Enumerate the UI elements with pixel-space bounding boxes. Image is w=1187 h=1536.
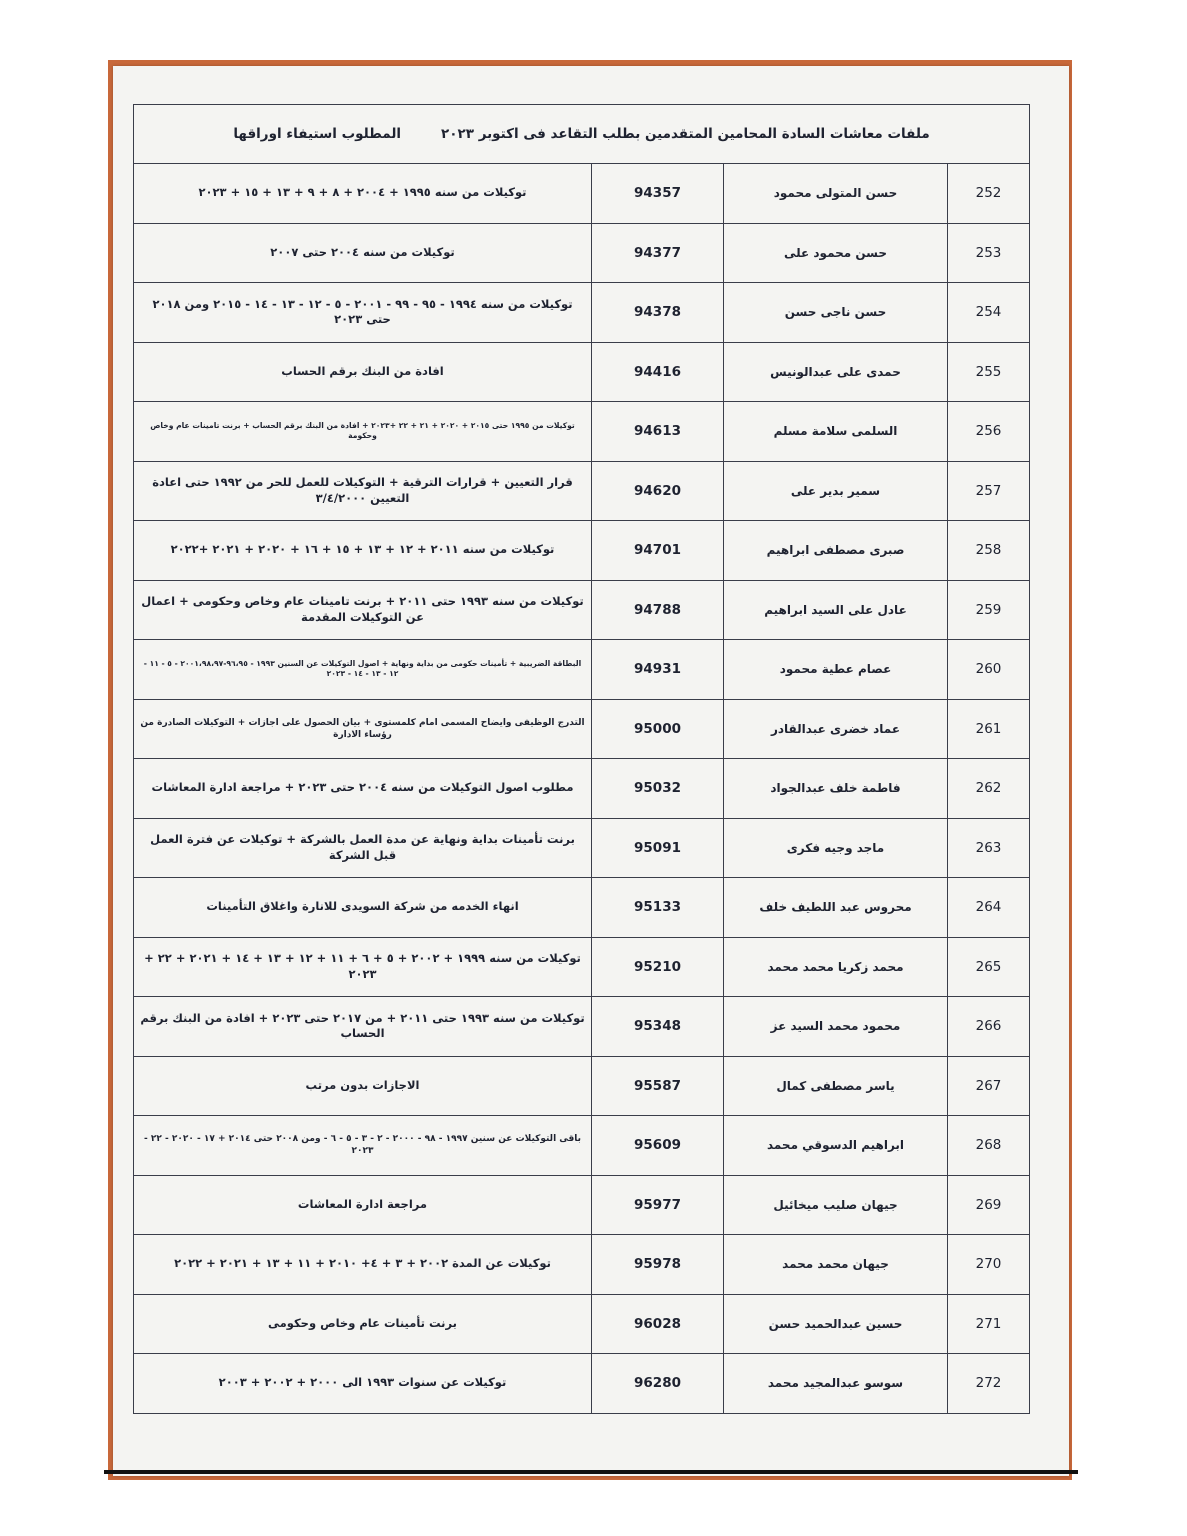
table-row [134,283,1030,343]
file-code-cell: 94357 [592,164,724,224]
serial-number-cell: 255 [948,342,1030,402]
serial-number-cell: 263 [948,818,1030,878]
table-row [134,461,1030,521]
table-row [134,402,1030,462]
table-row [134,164,1030,224]
name-cell: محمود محمد السيد عز [724,997,948,1057]
requirements-cell: مطلوب اصول التوكيلات من سنه ٢٠٠٤ حتى ٢٠٢٣ + مراجعة ادارة المعاشات [134,759,592,819]
file-code-cell: 96028 [592,1294,724,1354]
file-code-cell: 96280 [592,1354,724,1414]
requirements-cell: برنت تأمينات عام وخاص وحكومى [134,1294,592,1354]
table-row [134,759,1030,819]
document-title: ملفات معاشات السادة المحامين المتقدمين بطلب التقاعد فى اكتوبر ٢٠٢٣ [441,126,930,142]
file-code-cell: 95032 [592,759,724,819]
file-code-cell: 94620 [592,461,724,521]
requirements-cell: باقى التوكيلات عن سنين ١٩٩٧ - ٩٨ - ٢٠٠٠ - ٢ - ٣ - ٥ - ٦ - ومن ٢٠٠٨ حتى ٢٠١٤ + ١٧ - ٢٠٢٠ - ٢٢ - ٢٠٢٣ [134,1116,592,1176]
file-code-cell: 95133 [592,878,724,938]
requirements-cell: التدرج الوظيفى وايضاح المسمى امام كلمستوى + بيان الحصول على اجازات + التوكيلات الصادرة من رؤساء الادارة [134,699,592,759]
table-row [134,521,1030,581]
requirements-cell: توكيلات من سنه ١٩٩٥ + ٢٠٠٤ + ٨ + ٩ + ١٣ + ١٥ + ٢٠٢٣ [134,164,592,224]
table-row [134,997,1030,1057]
name-cell: حسن ناجى حسن [724,283,948,343]
requirements-cell: انهاء الخدمه من شركة السويدى للانارة واغلاق التأمينات [134,878,592,938]
serial-number-cell: 260 [948,640,1030,700]
table-row [134,818,1030,878]
serial-number-cell: 267 [948,1056,1030,1116]
requirements-cell: توكيلات من سنه ١٩٩٣ حتى ٢٠١١ + برنت تامينات عام وخاص وحكومى + اعمال عن التوكيلات المقدمة [134,580,592,640]
name-cell: فاطمة خلف عبدالجواد [724,759,948,819]
serial-number-cell: 254 [948,283,1030,343]
document-subtitle: المطلوب استيفاء اوراقها [233,126,402,142]
name-cell: عماد خضرى عبدالقادر [724,699,948,759]
document-page [113,66,1069,1476]
bottom-edge [104,1470,1078,1474]
table-row [134,1116,1030,1176]
file-code-cell: 95977 [592,1175,724,1235]
serial-number-cell: 271 [948,1294,1030,1354]
table-row [134,1235,1030,1295]
file-code-cell: 94416 [592,342,724,402]
file-code-cell: 94931 [592,640,724,700]
serial-number-cell: 262 [948,759,1030,819]
requirements-cell: توكيلات من سنه ١٩٩٩ + ٢٠٠٢ + ٥ + ٦ + ١١ + ١٢ + ١٣ + ١٤ + ٢٠٢١ + ٢٢ + ٢٠٢٣ [134,937,592,997]
table-row [134,580,1030,640]
requirements-cell: البطاقة الضريبية + تأمينات حكومى من بداية ونهاية + اصول التوكيلات عن السنين ١٩٩٣ - ٩٦،٩٥-٢٠٠١،٩٨،٩٧ - ٥ - ١١ - ١٢ - ١٣ - ١٤ - ٢٠٢٣ [134,640,592,700]
serial-number-cell: 264 [948,878,1030,938]
name-cell: السلمى سلامة مسلم [724,402,948,462]
requirements-cell: توكيلات من سنه ١٩٩٣ حتى ٢٠١١ + من ٢٠١٧ حتى ٢٠٢٣ + افادة من البنك برقم الحساب [134,997,592,1057]
name-cell: جيهان صليب ميخائيل [724,1175,948,1235]
table-row [134,1294,1030,1354]
name-cell: ابراهيم الدسوقي محمد [724,1116,948,1176]
table-row [134,1354,1030,1414]
name-cell: صبرى مصطفى ابراهيم [724,521,948,581]
table-row [134,1056,1030,1116]
name-cell: محمد زكريا محمد محمد [724,937,948,997]
file-code-cell: 94377 [592,223,724,283]
file-code-cell: 95609 [592,1116,724,1176]
table-row [134,223,1030,283]
name-cell: حسن محمود على [724,223,948,283]
name-cell: جيهان محمد محمد [724,1235,948,1295]
serial-number-cell: 269 [948,1175,1030,1235]
table-row [134,640,1030,700]
header-row [134,105,1030,164]
file-code-cell: 94378 [592,283,724,343]
serial-number-cell: 253 [948,223,1030,283]
serial-number-cell: 265 [948,937,1030,997]
serial-number-cell: 272 [948,1354,1030,1414]
name-cell: ماجد وجيه فكرى [724,818,948,878]
serial-number-cell: 258 [948,521,1030,581]
table-row [134,342,1030,402]
file-code-cell: 94701 [592,521,724,581]
name-cell: حمدى على عبدالونيس [724,342,948,402]
name-cell: حسن المتولى محمود [724,164,948,224]
file-code-cell: 94788 [592,580,724,640]
requirements-cell: برنت تأمينات بداية ونهاية عن مدة العمل بالشركة + توكيلات عن فترة العمل قبل الشركة [134,818,592,878]
file-code-cell: 95348 [592,997,724,1057]
name-cell: حسين عبدالحميد حسن [724,1294,948,1354]
name-cell: سمير بدير على [724,461,948,521]
serial-number-cell: 270 [948,1235,1030,1295]
file-code-cell: 95091 [592,818,724,878]
file-code-cell: 95587 [592,1056,724,1116]
requirements-cell: الاجازات بدون مرتب [134,1056,592,1116]
requirements-cell: توكيلات عن سنوات ١٩٩٣ الى ٢٠٠٠ + ٢٠٠٢ + ٢٠٠٣ [134,1354,592,1414]
requirements-cell: توكيلات عن المدة ٢٠٠٢ + ٣ + ٤+ ٢٠١٠ + ١١ + ١٣ + ٢٠٢١ + ٢٠٢٢ [134,1235,592,1295]
table-row [134,699,1030,759]
file-code-cell: 95978 [592,1235,724,1295]
name-cell: ياسر مصطفى كمال [724,1056,948,1116]
table-row [134,1175,1030,1235]
serial-number-cell: 261 [948,699,1030,759]
name-cell: عادل على السيد ابراهيم [724,580,948,640]
serial-number-cell: 257 [948,461,1030,521]
file-code-cell: 94613 [592,402,724,462]
file-code-cell: 95210 [592,937,724,997]
serial-number-cell: 252 [948,164,1030,224]
requirements-cell: مراجعة ادارة المعاشات [134,1175,592,1235]
table-row [134,878,1030,938]
serial-number-cell: 268 [948,1116,1030,1176]
serial-number-cell: 259 [948,580,1030,640]
requirements-cell: قرار التعيين + قرارات الترقية + التوكيلات للعمل للحر من ١٩٩٢ حتى اعادة التعيين ٣/٤/٢٠٠٠ [134,461,592,521]
table-header [134,105,1030,164]
requirements-cell: افادة من البنك برقم الحساب [134,342,592,402]
name-cell: محروس عبد اللطيف خلف [724,878,948,938]
requirements-cell: توكيلات من سنه ١٩٩٤ - ٩٥ - ٩٩ - ٢٠٠١ - ٥ - ١٢ - ١٣ - ١٤ - ٢٠١٥ ومن ٢٠١٨ حتى ٢٠٢٣ [134,283,592,343]
table-row [134,937,1030,997]
requirements-cell: توكيلات من سنه ٢٠١١ + ١٢ + ١٣ + ١٥ + ١٦ + ٢٠٢٠ + ٢٠٢١ +٢٠٢٢ [134,521,592,581]
file-code-cell: 95000 [592,699,724,759]
serial-number-cell: 266 [948,997,1030,1057]
requirements-cell: توكيلات من ١٩٩٥ حتى ٢٠١٥ + ٢٠٢٠ + ٢١ + ٢٢ +٢٠٢٣ + افادة من البنك برقم الحساب + برنت تامينات عام وخاص وحكومة [134,402,592,462]
name-cell: عصام عطية محمود [724,640,948,700]
requirements-cell: توكيلات من سنه ٢٠٠٤ حتى ٢٠٠٧ [134,223,592,283]
serial-number-cell: 256 [948,402,1030,462]
name-cell: سوسو عبدالمجيد محمد [724,1354,948,1414]
pension-files-table [133,104,1030,1414]
